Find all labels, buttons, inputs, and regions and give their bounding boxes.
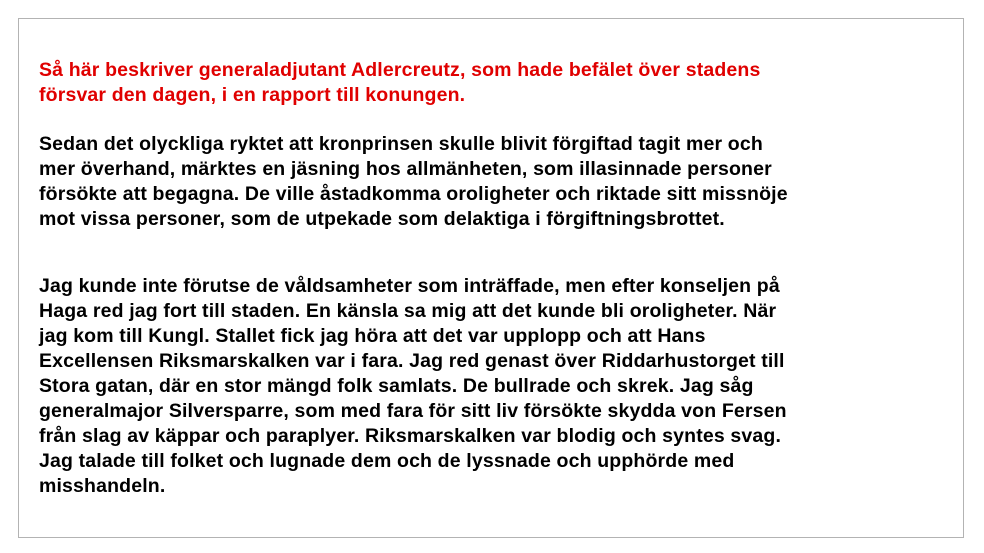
paragraph-report: Jag kunde inte förutse de våldsamheter som inträffade, men efter konseljen på Haga red jag fort till staden. En känsla sa mig att det kunde bli oroligheter. När jag kom till Kungl. Stallet fick jag höra att det var upplopp och att Hans Excellensen Riksmarskalken var i fara. Jag red genast över Riddarhustorget till Stora gatan, där en stor mängd folk samlats. De bullrade och skrek. Jag såg generalmajor Silversparre, som med fara för sitt liv försökte skydda von Fersen från slag av käppar och paraplyer. Riksmarskalken var blodig och syntes svag. Jag talade till folket och lugnade dem och de lyssnade och upphörde med misshandeln. — [39, 275, 787, 497]
paragraph-rumor: Sedan det olyckliga ryktet att kronprinsen skulle blivit förgiftad tagit mer och mer överhand, märktes en jäsning hos allmänheten, som illasinnade personer försökte att begagna. De ville åstadkomma oroligheter och riktade sitt missnöje mot vissa personer, som de utpekade som delaktiga i förgiftningsbrottet. — [39, 133, 788, 230]
slide-frame — [18, 18, 964, 538]
intro-text: Så här beskriver generaladjutant Adlercreutz, som hade befälet över stadens försvar den dagen, i en rapport till konungen. — [39, 59, 761, 106]
